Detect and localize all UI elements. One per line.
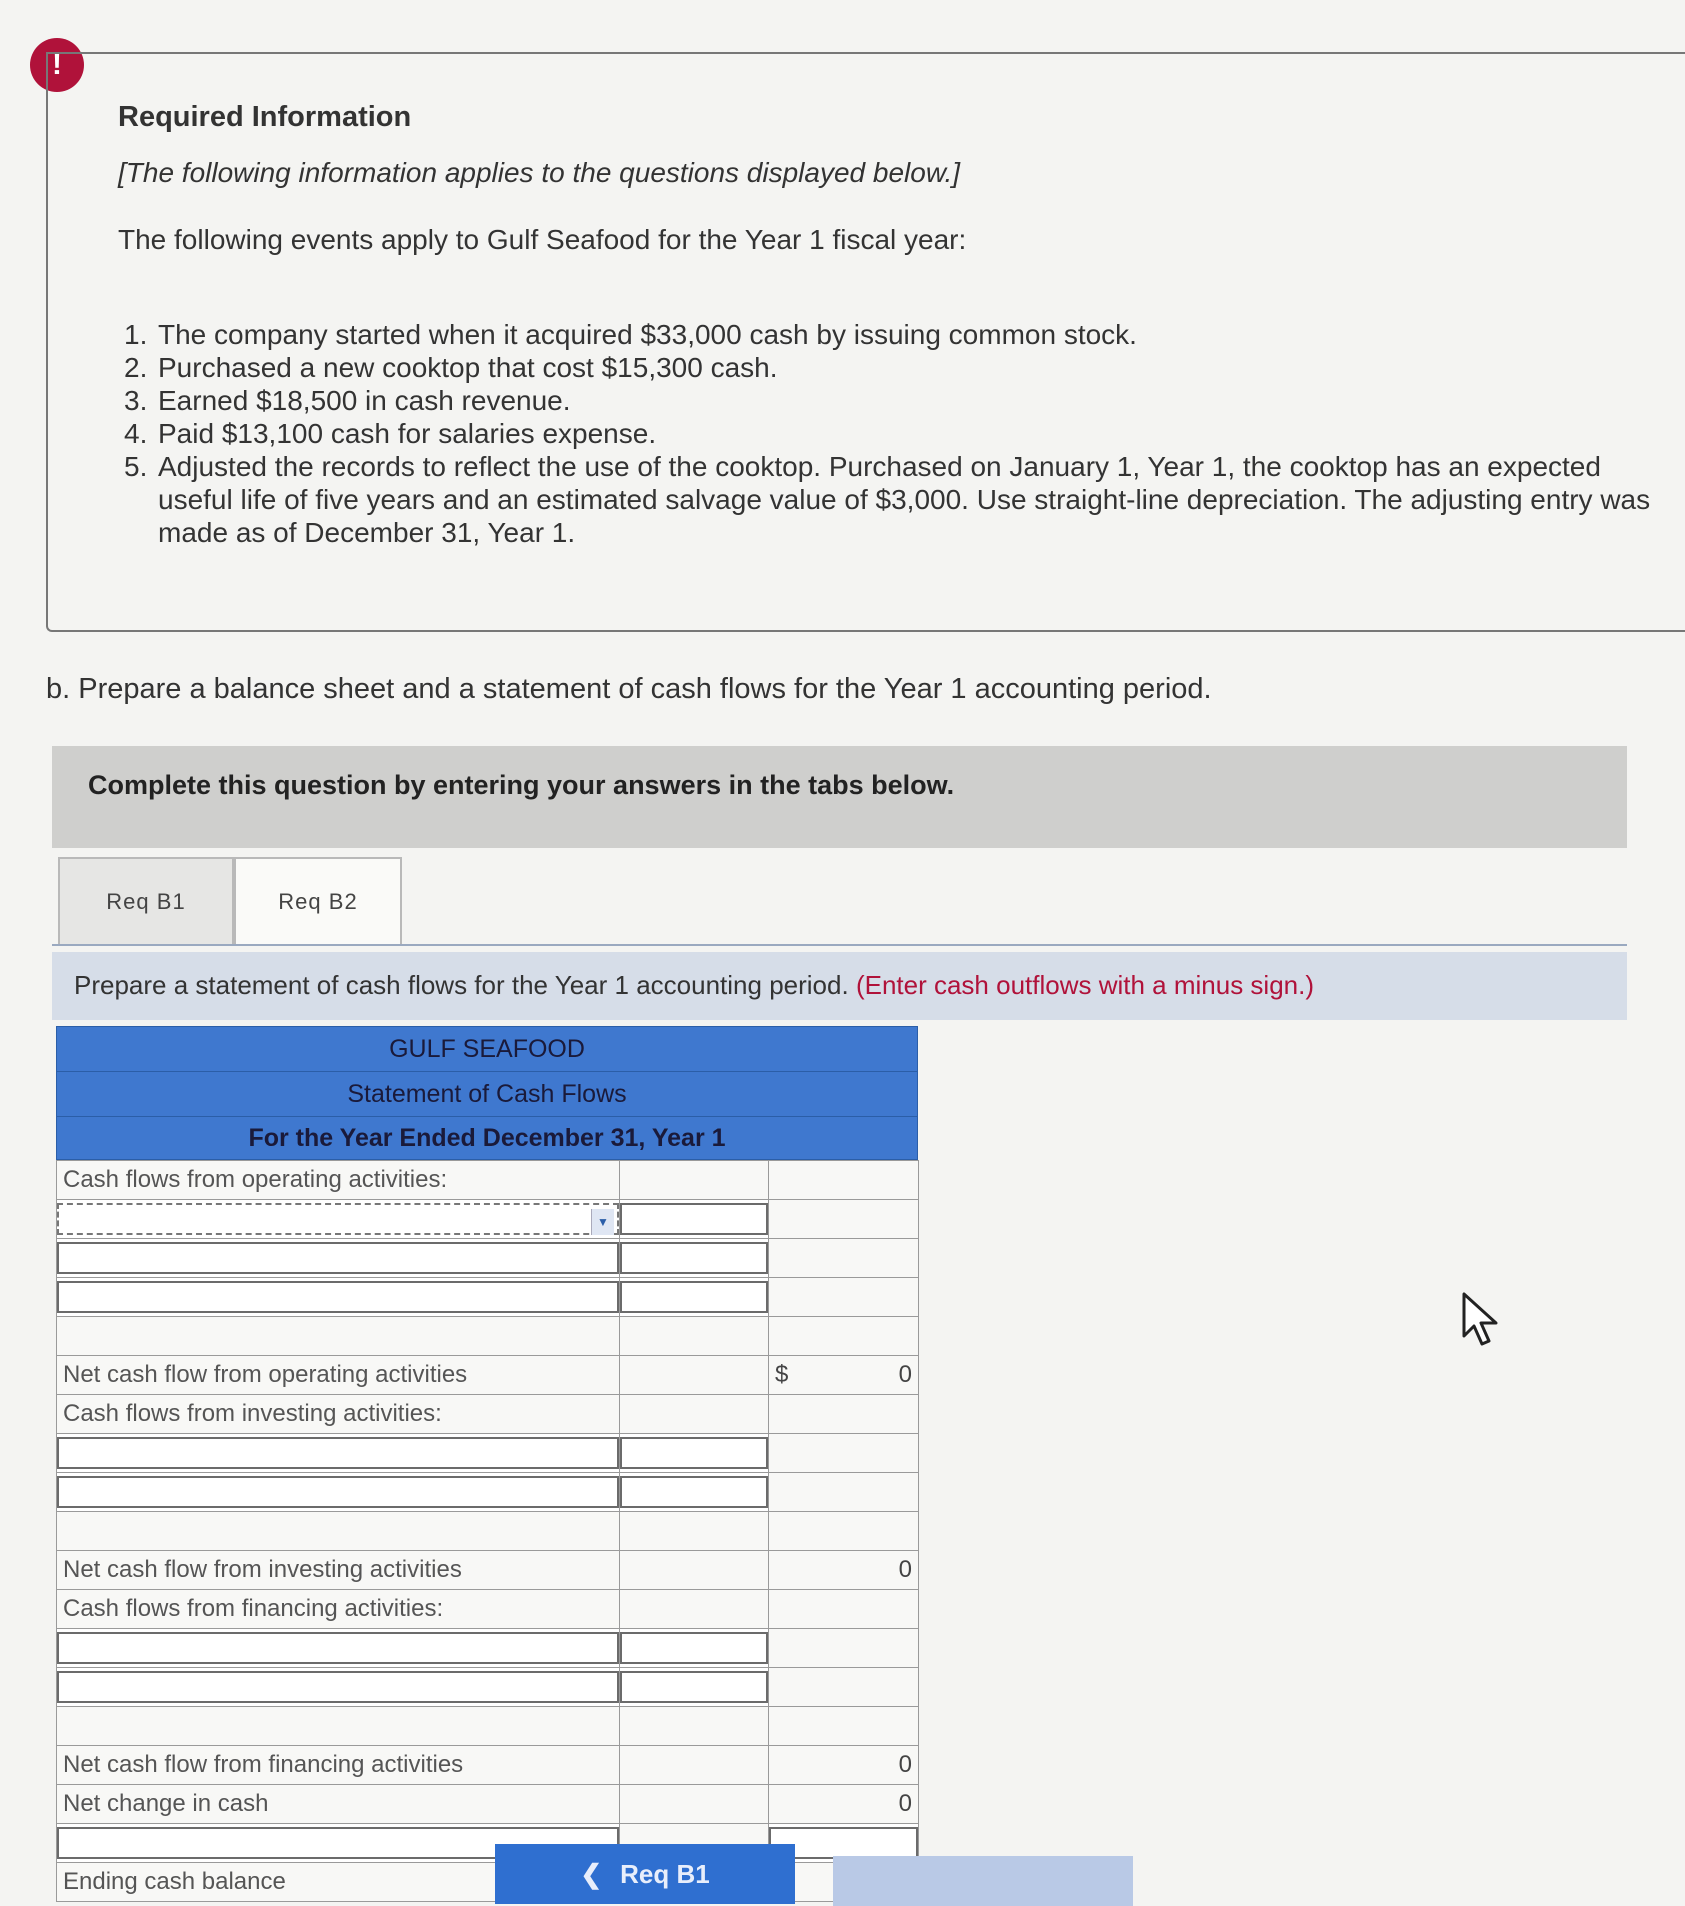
table-row (57, 1785, 919, 1824)
table-row (57, 1200, 919, 1239)
info-intro: The following events apply to Gulf Seafood for the Year 1 fiscal year: (118, 224, 967, 255)
investing-item-1-amount[interactable] (620, 1437, 768, 1469)
table-row (57, 1551, 919, 1590)
operating-item-1-amount[interactable] (620, 1203, 768, 1235)
prompt-text: Prepare a statement of cash flows for the Year 1 accounting period. (74, 970, 849, 1000)
operating-item-2-amount[interactable] (620, 1242, 768, 1274)
events-list (124, 318, 1664, 549)
table-row (57, 1239, 919, 1278)
statement-header (56, 1026, 918, 1160)
instruction-bar: Complete this question by entering your answers in the tabs below. (52, 746, 1627, 848)
investing-item-2-select[interactable] (57, 1476, 619, 1508)
info-title: Required Information (118, 101, 412, 133)
operating-item-1-select[interactable] (57, 1203, 619, 1235)
event-item: 4. Paid $13,100 cash for salaries expense. (124, 418, 657, 449)
table-row (57, 1629, 919, 1668)
prompt-hint: (Enter cash outflows with a minus sign.) (855, 970, 1315, 1000)
net-change-label: Net change in cash (57, 1785, 620, 1824)
operating-item-3-amount[interactable] (620, 1281, 768, 1313)
financing-item-2-amount[interactable] (620, 1671, 768, 1703)
table-row (57, 1356, 919, 1395)
statement-title: Statement of Cash Flows (57, 1072, 917, 1117)
statement-period: For the Year Ended December 31, Year 1 (248, 1124, 726, 1152)
table-row (57, 1512, 919, 1551)
prev-button-label: Req B1 (620, 1858, 710, 1889)
net-financing-value: 0 (769, 1746, 919, 1785)
chevron-left-icon: ❮ (580, 1858, 603, 1889)
tab-divider (52, 944, 1627, 946)
table-row (57, 1434, 919, 1473)
investing-section-label: Cash flows from investing activities: (57, 1395, 620, 1434)
net-operating-value: 0 (898, 1361, 912, 1388)
event-item: 2. Purchased a new cooktop that cost $15,300 cash. (124, 352, 778, 383)
investing-item-1-select[interactable] (57, 1437, 619, 1469)
investing-item-2-amount[interactable] (620, 1476, 768, 1508)
net-change-value: 0 (769, 1785, 919, 1824)
table-row (57, 1707, 919, 1746)
table-row (57, 1746, 919, 1785)
net-financing-label: Net cash flow from financing activities (57, 1746, 620, 1785)
operating-section-label: Cash flows from operating activities: (57, 1161, 620, 1200)
cash-flow-statement (56, 1026, 918, 1902)
tab-req-b1[interactable]: Req B1 (58, 857, 234, 945)
table-row (57, 1590, 919, 1629)
net-investing-value: 0 (769, 1551, 919, 1590)
net-investing-label: Net cash flow from investing activities (57, 1551, 620, 1590)
currency-symbol: $ (775, 1361, 789, 1388)
event-item: 1. The company started when it acquired $33,000 cash by issuing common stock. (124, 319, 1137, 350)
net-operating-label: Net cash flow from operating activities (57, 1356, 620, 1395)
operating-item-2-select[interactable] (57, 1242, 619, 1274)
table-row (57, 1278, 919, 1317)
prompt-bar (52, 952, 1627, 1020)
alert-icon: ! (30, 38, 84, 92)
table-row (57, 1473, 919, 1512)
event-item: 3. Earned $18,500 in cash revenue. (124, 385, 571, 416)
company-name: GULF SEAFOOD (57, 1027, 917, 1072)
table-row (57, 1668, 919, 1707)
question-part-b: b. Prepare a balance sheet and a statement of cash flows for the Year 1 accounting period. (46, 673, 1212, 705)
chevron-down-icon[interactable]: ▼ (591, 1209, 614, 1235)
table-row (57, 1395, 919, 1434)
table-row (57, 1317, 919, 1356)
prev-req-b1-button[interactable] (495, 1844, 795, 1904)
financing-item-1-amount[interactable] (620, 1632, 768, 1664)
mouse-pointer-icon (1460, 1290, 1504, 1350)
financing-item-2-select[interactable] (57, 1671, 619, 1703)
statement-grid (56, 1160, 919, 1902)
tab-req-b2[interactable]: Req B2 (234, 857, 402, 945)
table-row (57, 1161, 919, 1200)
operating-item-3-select[interactable] (57, 1281, 619, 1313)
ending-cash-label: Ending cash balance (57, 1863, 620, 1902)
info-note: [The following information applies to the questions displayed below.] (118, 157, 961, 188)
financing-item-1-select[interactable] (57, 1632, 619, 1664)
event-item: 5. Adjusted the records to reflect the use of the cooktop. Purchased on January 1, Year 1, the cooktop has an expected useful life of five years and an estimated salvage value of $3,000. Use straight-line depreciation. The adjusting entry was made as of December 31, Year 1. (124, 451, 1651, 548)
financing-section-label: Cash flows from financing activities: (57, 1590, 620, 1629)
next-button[interactable] (833, 1856, 1133, 1906)
